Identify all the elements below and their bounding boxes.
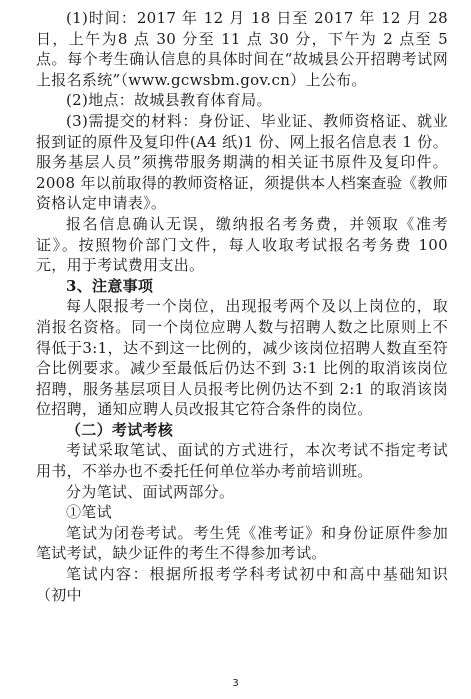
heading-notes: 3、注意事项 xyxy=(66,276,154,295)
paragraph-exam-method: 考试采取笔试、面试的方式进行，本次考试不指定考试用书，不举办也不委托任何单位举办考前培训班。 xyxy=(36,441,448,481)
paragraph-time: (1)时间：2017 年 12 月 18 日至 2017 年 12 月 28 日，上午为8 点 30 分至 11 点 30 分，下午为 2 点至 5 点。每个考生确认信息的具体时间在“故城县公开招聘考试网上报名系统”（www.gcwsbm.gov.cn）上公布。 xyxy=(36,9,448,89)
paragraph-fee: 报名信息确认无误，缴纳报名考务费，并领取《准考证》。按照物价部门文件，每人收取考试报名考务费 100 元，用于考试费用支出。 xyxy=(36,214,448,275)
heading-written-exam: ①笔试 xyxy=(66,503,112,522)
paragraph-notes: 每人限报考一个岗位，出现报考两个及以上岗位的，取消报名资格。同一个岗位应聘人数与招聘人数之比原则上不得低于3:1，达不到这一比例的，减少该岗位招聘人数直至符合比例要求。减少至最低后仍达不到 3:1 比例的取消该岗位招聘，服务基层项目人员报考比例仍达不到 2:1 的取消该岗位招聘，通知应聘人员改报其它符合条件的岗位。 xyxy=(36,297,448,419)
page-number: 3 xyxy=(232,678,239,689)
document-body xyxy=(36,8,448,605)
paragraph-exam-content: 笔试内容：根据所报考学科考试初中和高中基础知识（初中 xyxy=(36,565,448,604)
paragraph-location: (2)地点：故城县教育体育局。 xyxy=(66,91,272,110)
paragraph-materials: (3)需提交的材料：身份证、毕业证、教师资格证、就业报到证的原件及复印件(A4 纸)1 份、网上报名信息表 1 份。服务基层人员”须携带服务期满的相关证书原件及复印件。2008 年以前取得的教师资格证，须提供本人档案查验《教师资格认定申请表》。 xyxy=(36,111,448,213)
paragraph-exam-parts: 分为笔试、面试两部分。 xyxy=(66,482,235,501)
heading-exam: （二）考试考核 xyxy=(66,420,174,439)
paragraph-written-exam: 笔试为闭卷考试。考生凭《准考证》和身份证原件参加笔试考试，缺少证件的考生不得参加考试。 xyxy=(36,523,448,563)
